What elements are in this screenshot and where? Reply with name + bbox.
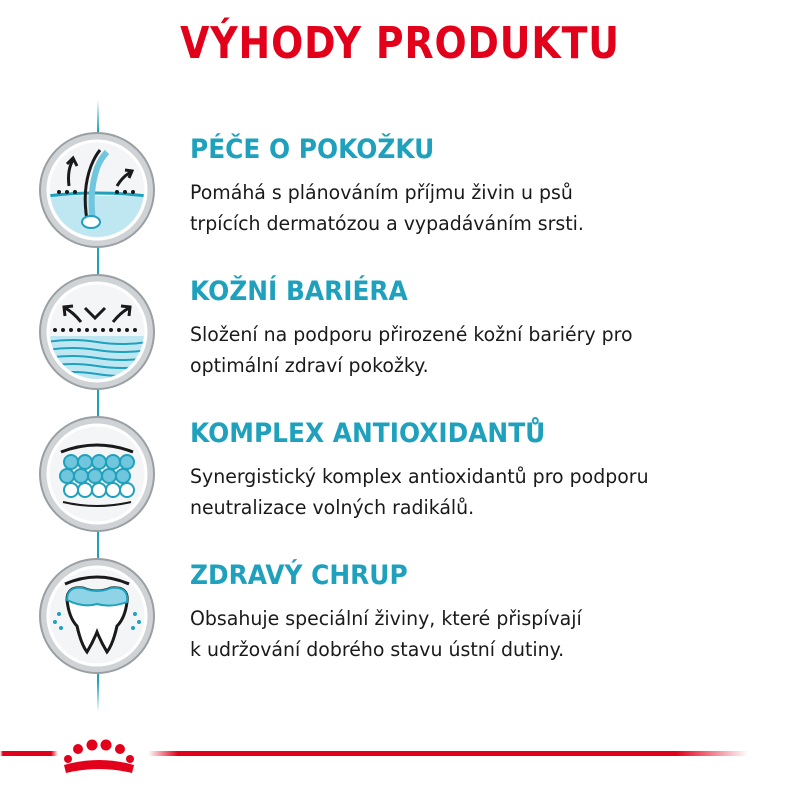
antioxidant-cells-icon [37,414,157,534]
benefit-title: ZDRAVÝ CHRUP [190,560,408,591]
benefit-title: KOMPLEX ANTIOXIDANTŮ [190,418,546,449]
benefit-antioxidant-complex [0,414,800,534]
skin-barrier-icon [37,272,157,392]
benefit-description: Složení na podporu přirozené kožní bariéry pro optimální zdraví pokožky. [190,323,633,377]
benefit-description: Obsahuje speciální živiny, které přispívají k udržování dobrého stavu ústní dutiny. [190,607,582,661]
benefit-description: Synergistický komplex antioxidantů pro podporu neutralizace volných radikálů. [190,465,649,519]
benefit-title: KOŽNÍ BARIÉRA [190,276,408,307]
footer-rule-left [0,751,58,756]
benefit-skin-care [0,130,800,250]
benefit-description: Pomáhá s plánováním příjmu živin u psů trpících dermatózou a vypadáváním srsti. [190,181,584,235]
benefit-skin-barrier [0,272,800,392]
footer-rule-right [148,751,748,756]
benefit-title: PÉČE O POKOŽKU [190,134,435,165]
page-title: VÝHODY PRODUKTU [180,18,620,69]
skin-hair-icon [37,130,157,250]
dental-tooth-icon [37,556,157,676]
royal-canin-crown-logo [64,740,134,774]
benefit-dental-health [0,556,800,676]
footer [0,735,800,775]
